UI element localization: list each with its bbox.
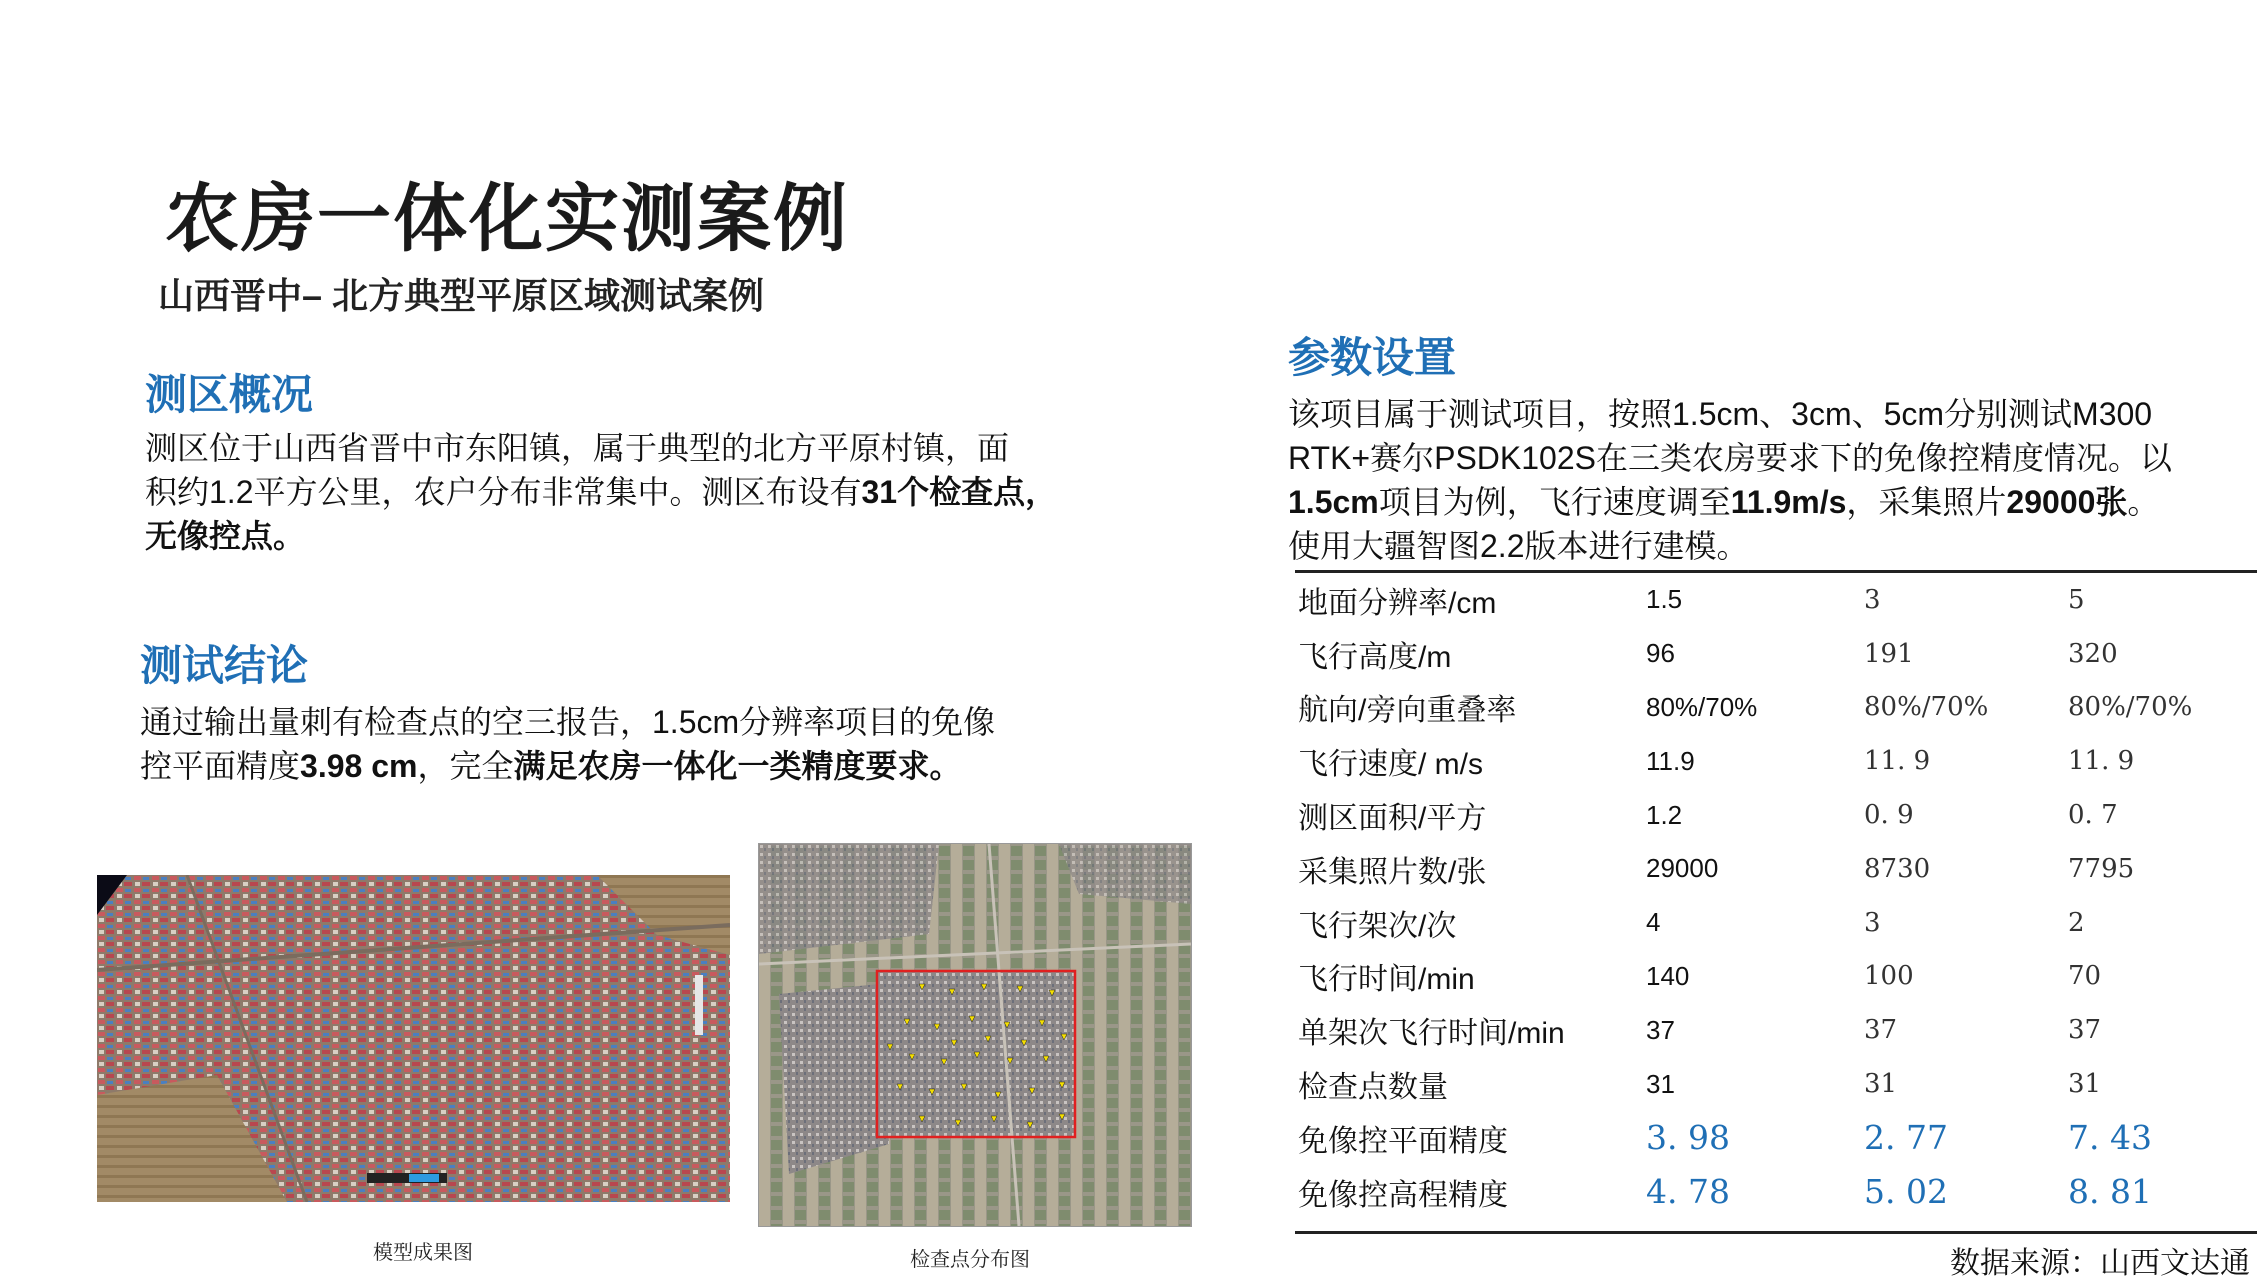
table-row xyxy=(1290,1111,2250,1165)
params-table-body xyxy=(1290,573,2250,1219)
conclusion-text-b: ，完全 xyxy=(417,748,514,784)
table-bottom-rule xyxy=(1295,1231,2257,1234)
page-title: 农房一体化实测案例 xyxy=(165,177,849,260)
table-row-label: 免像控平面精度 xyxy=(1298,1124,1508,1158)
params-gsd: 1.5cm xyxy=(1288,484,1379,520)
table-row xyxy=(1290,573,2250,627)
table-row-label: 免像控高程精度 xyxy=(1298,1178,1508,1212)
params-line-2: RTK+赛尔PSDK102S在三类农房要求下的免像控精度情况。以 xyxy=(1288,440,2172,476)
table-cell-v2: 3 xyxy=(1864,907,1881,938)
table-row-label: 测区面积/平方 xyxy=(1298,802,1487,836)
table-row xyxy=(1290,1057,2250,1111)
table-row xyxy=(1290,681,2250,735)
page-subtitle: 山西晋中– 北方典型平原区域测试案例 xyxy=(158,275,765,316)
table-cell-v3: 80%/70% xyxy=(2068,692,2193,723)
table-cell-v1: 140 xyxy=(1646,960,1690,991)
table-cell-v3: 8. 81 xyxy=(2068,1172,2152,1212)
params-line-3 xyxy=(1288,480,2248,524)
conclusion-requirement: 满足农房一体化一类精度要求。 xyxy=(513,748,962,784)
table-cell-v1: 37 xyxy=(1646,1014,1675,1045)
table-cell-v2: 2. 77 xyxy=(1864,1118,1948,1158)
table-cell-v2: 0. 9 xyxy=(1864,800,1914,831)
table-row-label: 飞行高度/m xyxy=(1298,640,1452,674)
table-cell-v1: 31 xyxy=(1646,1068,1675,1099)
overview-paragraph xyxy=(145,426,1105,558)
table-row-label: 飞行速度/ m/s xyxy=(1298,748,1483,782)
table-cell-v3: 70 xyxy=(2068,961,2102,992)
params-text-b: ，采集照片 xyxy=(1846,484,2007,520)
overview-line-2 xyxy=(145,470,1105,514)
table-cell-v1: 11.9 xyxy=(1646,745,1695,776)
table-cell-v3: 11. 9 xyxy=(2068,746,2135,777)
table-cell-v1: 29000 xyxy=(1646,853,1719,884)
table-cell-v3: 31 xyxy=(2068,1069,2102,1100)
data-source: 数据来源：山西文达通 xyxy=(1950,1247,2250,1280)
table-row-label: 检查点数量 xyxy=(1298,1071,1448,1105)
conclusion-line-1: 通过输出量刺有检查点的空三报告，1.5cm分辨率项目的免像 xyxy=(140,704,996,740)
table-row xyxy=(1290,734,2250,788)
params-text-a: 项目为例，飞行速度调至 xyxy=(1378,484,1731,520)
table-row xyxy=(1290,842,2250,896)
params-photos: 29000张 xyxy=(2006,484,2128,520)
table-cell-v3: 7795 xyxy=(2068,853,2135,884)
overview-no-gcp: 无像控点。 xyxy=(145,518,306,554)
table-cell-v2: 3 xyxy=(1864,584,1881,615)
overview-line-3 xyxy=(145,514,1105,558)
conclusion-text-a: 控平面精度 xyxy=(140,748,301,784)
model-caption: 模型成果图 xyxy=(373,1242,473,1264)
table-row-label: 航向/旁向重叠率 xyxy=(1298,694,1517,728)
params-line-4: 使用大疆智图2.2版本进行建模。 xyxy=(1288,528,1749,564)
table-cell-v1: 4. 78 xyxy=(1646,1172,1730,1212)
model-result-image xyxy=(97,875,730,1202)
params-heading: 参数设置 xyxy=(1288,334,1457,381)
table-row-label: 地面分辨率/cm xyxy=(1298,586,1497,620)
table-cell-v1: 1.2 xyxy=(1646,799,1683,830)
table-row-label: 采集照片数/张 xyxy=(1298,855,1487,889)
table-cell-v3: 5 xyxy=(2068,584,2085,615)
table-cell-v1: 80%/70% xyxy=(1646,691,1758,722)
table-row xyxy=(1290,788,2250,842)
table-cell-v2: 8730 xyxy=(1864,853,1931,884)
model-result-graphic xyxy=(97,875,730,1202)
table-cell-v2: 11. 9 xyxy=(1864,746,1931,777)
checkpoint-map-image xyxy=(758,843,1192,1227)
table-cell-v3: 320 xyxy=(2068,638,2118,669)
table-cell-v3: 2 xyxy=(2068,907,2085,938)
table-cell-v1: 1.5 xyxy=(1646,584,1683,615)
overview-line-1: 测区位于山西省晋中市东阳镇，属于典型的北方平原村镇，面 xyxy=(145,430,1010,466)
params-paragraph xyxy=(1288,392,2248,568)
overview-heading: 测区概况 xyxy=(145,371,314,418)
table-cell-v2: 191 xyxy=(1864,638,1914,669)
checkpoint-caption: 检查点分布图 xyxy=(910,1249,1030,1271)
params-speed: 11.9m/s xyxy=(1730,484,1847,520)
conclusion-paragraph xyxy=(140,700,1080,788)
params-text-c: 。 xyxy=(2127,484,2160,520)
table-cell-v2: 100 xyxy=(1864,961,1914,992)
overview-line-2-text: 积约1.2平方公里，农户分布非常集中。测区布设有 xyxy=(145,474,862,510)
table-cell-v3: 7. 43 xyxy=(2068,1118,2152,1158)
table-row-label: 飞行时间/min xyxy=(1298,963,1475,997)
table-cell-v1: 3. 98 xyxy=(1646,1118,1730,1158)
table-cell-v3: 37 xyxy=(2068,1015,2102,1046)
conclusion-heading: 测试结论 xyxy=(140,642,309,689)
table-cell-v2: 37 xyxy=(1864,1015,1898,1046)
table-cell-v2: 80%/70% xyxy=(1864,692,1989,723)
table-row-label: 飞行架次/次 xyxy=(1298,909,1457,943)
overview-checkpoints-count: 31个检查点， xyxy=(861,474,1058,510)
conclusion-line-2 xyxy=(140,744,1080,788)
table-row xyxy=(1290,896,2250,950)
table-row xyxy=(1290,1165,2250,1219)
table-cell-v2: 5. 02 xyxy=(1864,1172,1948,1212)
params-line-1: 该项目属于测试项目，按照1.5cm、3cm、5cm分别测试M300 xyxy=(1288,396,2153,432)
checkpoint-map-graphic xyxy=(759,844,1191,1226)
table-cell-v3: 0. 7 xyxy=(2068,800,2118,831)
table-row xyxy=(1290,627,2250,681)
table-cell-v2: 31 xyxy=(1864,1069,1898,1100)
conclusion-accuracy-value: 3.98 cm xyxy=(300,748,418,784)
table-cell-v1: 96 xyxy=(1646,638,1675,669)
params-table xyxy=(1290,573,2250,1219)
table-row-label: 单架次飞行时间/min xyxy=(1298,1017,1565,1051)
table-row xyxy=(1290,950,2250,1004)
table-cell-v1: 4 xyxy=(1646,907,1661,938)
table-row xyxy=(1290,1003,2250,1057)
